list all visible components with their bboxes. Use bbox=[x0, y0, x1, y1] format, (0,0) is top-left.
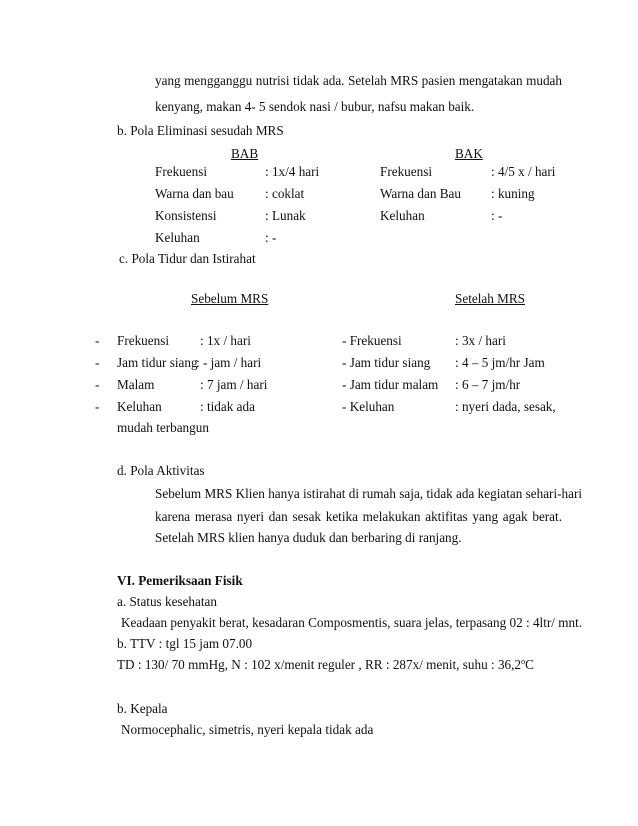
after-value: : nyeri dada, sesak, bbox=[455, 399, 556, 414]
bullet: - bbox=[95, 399, 100, 414]
bab-label: Konsistensi bbox=[155, 208, 217, 223]
before-label: Malam bbox=[117, 377, 155, 392]
after-label: - Keluhan bbox=[342, 399, 395, 414]
bak-value: : kuning bbox=[491, 186, 535, 201]
after-label: - Jam tidur siang bbox=[342, 355, 431, 370]
bab-value: : 1x/4 hari bbox=[265, 164, 320, 179]
aktivitas-line-3: Setelah MRS klien hanya duduk dan berbaring di ranjang. bbox=[155, 530, 462, 545]
ttv-label: b. TTV : tgl 15 jam 07.00 bbox=[117, 636, 253, 651]
fisik-heading: VI. Pemeriksaan Fisik bbox=[117, 573, 243, 588]
bullet: - bbox=[95, 333, 100, 348]
bab-label: Warna dan bau bbox=[155, 186, 234, 201]
bak-label: Warna dan Bau bbox=[380, 186, 461, 201]
bab-label: Frekuensi bbox=[155, 164, 208, 179]
tidur-continuation: mudah terbangun bbox=[117, 420, 209, 435]
after-label: - Frekuensi bbox=[342, 333, 402, 348]
before-label: Keluhan bbox=[117, 399, 162, 414]
bab-value: : Lunak bbox=[265, 208, 306, 223]
aktivitas-line-2: karena merasa nyeri dan sesak ketika melakukan aktifitas yang agak berat. bbox=[155, 509, 562, 524]
before-value: : 7 jam / hari bbox=[200, 377, 268, 392]
before-value: : - jam / hari bbox=[196, 355, 262, 370]
before-value: : tidak ada bbox=[200, 399, 255, 414]
bak-label: Frekuensi bbox=[380, 164, 433, 179]
after-value: : 4 – 5 jm/hr Jam bbox=[455, 355, 545, 370]
bab-label: Keluhan bbox=[155, 230, 200, 245]
bab-title: BAB bbox=[231, 146, 259, 161]
bak-value: : 4/5 x / hari bbox=[491, 164, 556, 179]
aktivitas-heading: d. Pola Aktivitas bbox=[117, 463, 205, 478]
before-label: Frekuensi bbox=[117, 333, 170, 348]
sebelum-mrs-title: Sebelum MRS bbox=[191, 291, 269, 306]
setelah-mrs-title: Setelah MRS bbox=[455, 291, 525, 306]
after-label: - Jam tidur malam bbox=[342, 377, 439, 392]
after-value: : 6 – 7 jm/hr bbox=[455, 377, 521, 392]
after-value: : 3x / hari bbox=[455, 333, 506, 348]
before-value: : 1x / hari bbox=[200, 333, 251, 348]
status-label: a. Status kesehatan bbox=[117, 594, 217, 609]
bak-title: BAK bbox=[455, 146, 483, 161]
status-text: Keadaan penyakit berat, kesadaran Composmentis, suara jelas, terpasang 02 : 4ltr/ mnt. bbox=[121, 615, 583, 630]
bak-label: Keluhan bbox=[380, 208, 425, 223]
intro-line-2: kenyang, makan 4- 5 sendok nasi / bubur, nafsu makan baik. bbox=[155, 99, 475, 114]
before-label: Jam tidur siang bbox=[117, 355, 198, 370]
bab-value: : coklat bbox=[265, 186, 305, 201]
tidur-heading: c. Pola Tidur dan Istirahat bbox=[119, 251, 256, 266]
aktivitas-line-1: Sebelum MRS Klien hanya istirahat di rumah saja, tidak ada kegiatan sehari-hari bbox=[155, 486, 583, 501]
bullet: - bbox=[95, 355, 100, 370]
bak-value: : - bbox=[491, 208, 503, 223]
kepala-text: Normocephalic, simetris, nyeri kepala tidak ada bbox=[121, 722, 374, 737]
bullet: - bbox=[95, 377, 100, 392]
ttv-text: TD : 130/ 70 mmHg, N : 102 x/menit reguler , RR : 287x/ menit, suhu : 36,2ºC bbox=[117, 657, 534, 672]
bab-value: : - bbox=[265, 230, 277, 245]
eliminasi-heading: b. Pola Eliminasi sesudah MRS bbox=[117, 123, 284, 138]
intro-line-1: yang mengganggu nutrisi tidak ada. Setelah MRS pasien mengatakan mudah bbox=[155, 73, 562, 88]
kepala-label: b. Kepala bbox=[117, 701, 168, 716]
